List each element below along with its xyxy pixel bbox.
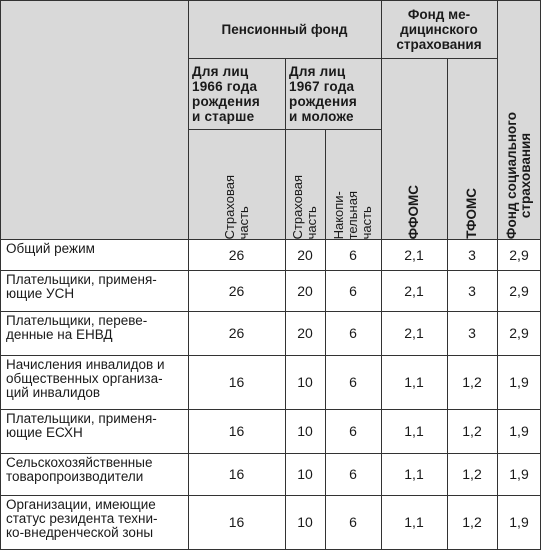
- table-cell: 26: [228, 246, 245, 263]
- table-border-left: [0, 0, 1, 550]
- table-cell: 6: [349, 246, 357, 263]
- social-fund-header: [497, 0, 541, 239]
- col-line-label: [188, 0, 189, 550]
- table-cell: 1,1: [404, 374, 424, 390]
- table-cell: 2,1: [404, 325, 424, 341]
- table-border-top: [0, 0, 541, 1]
- table-cell: 3: [468, 325, 476, 341]
- table-cell: 16: [228, 374, 245, 390]
- table-cell: 2,9: [509, 246, 529, 263]
- row-line: [0, 355, 541, 356]
- insurance-part-header-younger: [285, 129, 325, 239]
- table-cell: 3: [468, 282, 476, 299]
- row-label: Плательщики, переве- денные на ЕНВД: [6, 313, 148, 342]
- table-cell: 1,1: [404, 423, 424, 439]
- row-line: [0, 311, 541, 312]
- col-line-pension: [381, 0, 382, 550]
- insurance-part-older-text: Страховая часть: [221, 174, 251, 239]
- header-line-1: [188, 58, 497, 59]
- row-line: [0, 453, 541, 454]
- table-cell: 6: [349, 514, 357, 530]
- medical-fund-header: [381, 0, 497, 58]
- table-cell: 6: [349, 374, 357, 390]
- table-cell: 2,1: [404, 282, 424, 299]
- table-cell: 26: [228, 325, 245, 341]
- pension-fund-header-text: Пенсионный фонд: [221, 21, 348, 37]
- insurance-part-header-older: [188, 129, 285, 239]
- social-fund-header-text: Фонд социального страхования: [504, 111, 533, 239]
- col-line-younger-insurance: [325, 129, 326, 550]
- table-cell: 1,2: [462, 423, 482, 439]
- table-cell: 16: [228, 423, 245, 439]
- header-corner-cell: [0, 0, 188, 239]
- table-cell: 1,1: [404, 466, 424, 482]
- tfoms-header: [447, 58, 497, 239]
- header-bottom-line: [0, 239, 541, 240]
- table-cell: 1,9: [509, 374, 529, 390]
- table-cell: 3: [468, 246, 476, 263]
- row-line: [0, 495, 541, 496]
- table-cell: 10: [297, 423, 313, 439]
- table-cell: 20: [297, 282, 313, 299]
- ffoms-header: [381, 58, 447, 239]
- row-label: Общий режим: [6, 241, 95, 256]
- table-cell: 10: [297, 374, 313, 390]
- table-border-bottom: [0, 549, 541, 550]
- table-cell: 26: [228, 282, 245, 299]
- table-cell: 1,2: [462, 514, 482, 530]
- table-cell: 1,2: [462, 374, 482, 390]
- table-cell: 6: [349, 282, 357, 299]
- funded-part-header: [325, 129, 381, 239]
- table-cell: 1,1: [404, 514, 424, 530]
- table-cell: 20: [297, 325, 313, 341]
- younger-group-header-text: Для лиц 1967 года рождения и моложе: [289, 63, 357, 124]
- row-label: Плательщики, применя- ющие ЕСХН: [6, 411, 157, 440]
- table-cell: 2,1: [404, 246, 424, 263]
- table-cell: 1,9: [509, 423, 529, 439]
- table-cell: 10: [297, 514, 313, 530]
- older-group-header: [188, 58, 285, 129]
- table-cell: 6: [349, 423, 357, 439]
- table-cell: 2,9: [509, 325, 529, 341]
- insurance-part-younger-text: Страховая часть: [290, 174, 319, 239]
- older-group-header-text: Для лиц 1966 года рождения и старше: [192, 63, 260, 124]
- table-cell: 20: [297, 246, 313, 263]
- row-label: Плательщики, применя- ющие УСН: [6, 272, 157, 301]
- table-cell: 16: [228, 466, 245, 482]
- table-cell: 1,9: [509, 514, 529, 530]
- funded-part-text: Накопи- тельная часть: [331, 190, 374, 239]
- row-label: Начисления инвалидов и общественных организа- ций инвалидов: [6, 357, 165, 400]
- table-cell: 2,9: [509, 282, 529, 299]
- table-cell: 6: [349, 466, 357, 482]
- col-line-ffoms: [447, 58, 448, 550]
- row-line: [0, 409, 541, 410]
- table-cell: 1,2: [462, 466, 482, 482]
- pension-fund-header: [188, 0, 381, 58]
- table-cell: 6: [349, 325, 357, 341]
- col-line-older: [285, 58, 286, 550]
- younger-group-header: [285, 58, 381, 129]
- table-cell: 1,9: [509, 466, 529, 482]
- tfoms-header-text: ТФОМС: [464, 188, 479, 239]
- col-line-tfoms: [497, 0, 498, 550]
- table-cell: 10: [297, 466, 313, 482]
- row-label: Сельскохозяйственные товаропроизводители: [6, 455, 153, 484]
- row-label: Организации, имеющие статус резидента техни- ко-внедренческой зоны: [6, 497, 158, 540]
- ffoms-header-text: ФФОМС: [406, 184, 421, 239]
- table-cell: 16: [228, 514, 245, 530]
- medical-fund-header-text: Фонд ме- дицинского страхования: [396, 6, 482, 52]
- row-line: [0, 270, 541, 271]
